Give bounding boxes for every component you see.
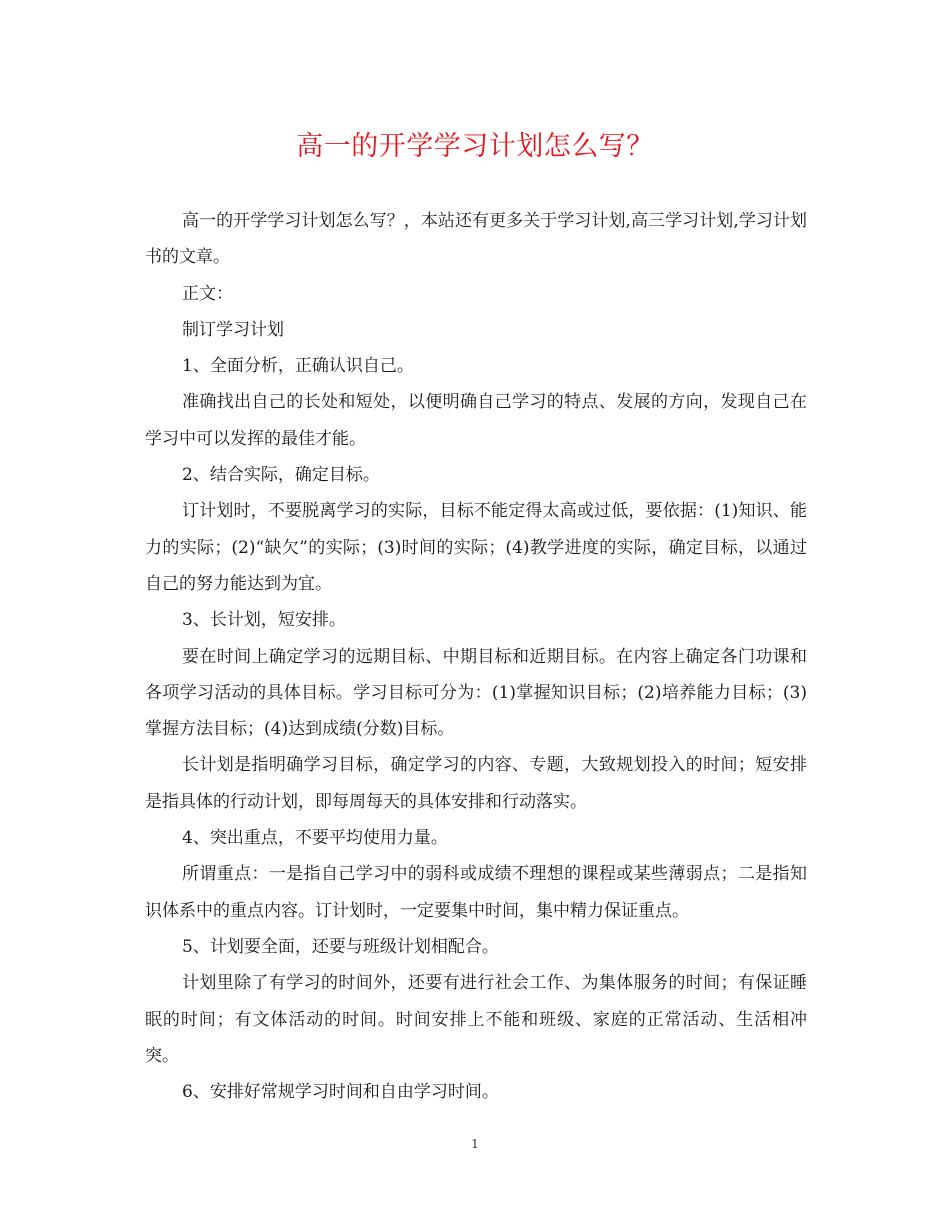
paragraph-point-4-detail: 所谓重点：一是指自己学习中的弱科或成绩不理想的课程或某些薄弱点；二是指知识体系中的重点内容。订计划时，一定要集中时间，集中精力保证重点。	[145, 864, 807, 921]
document-title: 高一的开学学习计划怎么写？	[296, 131, 654, 162]
paragraph-label-main-text: 正文：	[182, 283, 233, 304]
paragraph-point-6: 6、安排好常规学习时间和自由学习时间。	[182, 1082, 499, 1103]
paragraph-point-3: 3、长计划，短安排。	[182, 610, 346, 631]
paragraph-point-5: 5、计划要全面，还要与班级计划相配合。	[182, 936, 499, 957]
paragraph-point-1-detail: 准确找出自己的长处和短处，以便明确自己学习的特点、发展的方向，发现自己在学习中可以发挥的最佳才能。	[145, 392, 807, 449]
document-body	[145, 203, 807, 1110]
paragraph-point-5-detail: 计划里除了有学习的时间外，还要有进行社会工作、为集体服务的时间；有保证睡眠的时间；有文体活动的时间。时间安排上不能和班级、家庭的正常活动、生活相冲突。	[145, 973, 807, 1066]
paragraph-point-1: 1、全面分析，正确认识自己。	[182, 356, 414, 377]
page-number: 1	[471, 1137, 479, 1151]
paragraph-point-2-detail: 订计划时，不要脱离学习的实际，目标不能定得太高或过低，要依据：(1)知识、能力的实际；(2)“缺欠”的实际；(3)时间的实际；(4)教学进度的实际，确定目标，以通过自己的努力能达到为宜。	[145, 501, 807, 594]
paragraph-intro: 高一的开学学习计划怎么写？，本站还有更多关于学习计划,高三学习计划,学习计划书的文章。	[145, 211, 807, 268]
paragraph-heading-plan: 制订学习计划	[182, 319, 284, 340]
paragraph-point-3-detail-2: 长计划是指明确学习目标，确定学习的内容、专题，大致规划投入的时间；短安排是指具体的行动计划，即每周每天的具体安排和行动落实。	[145, 755, 807, 812]
paragraph-point-3-detail: 要在时间上确定学习的远期目标、中期目标和近期目标。在内容上确定各门功课和各项学习活动的具体目标。学习目标可分为：(1)掌握知识目标；(2)培养能力目标；(3)掌握方法目标；(4)达到成绩(分数)目标。	[145, 646, 807, 740]
paragraph-point-2: 2、结合实际，确定目标。	[182, 465, 380, 486]
paragraph-point-4: 4、突出重点，不要平均使用力量。	[182, 828, 448, 849]
